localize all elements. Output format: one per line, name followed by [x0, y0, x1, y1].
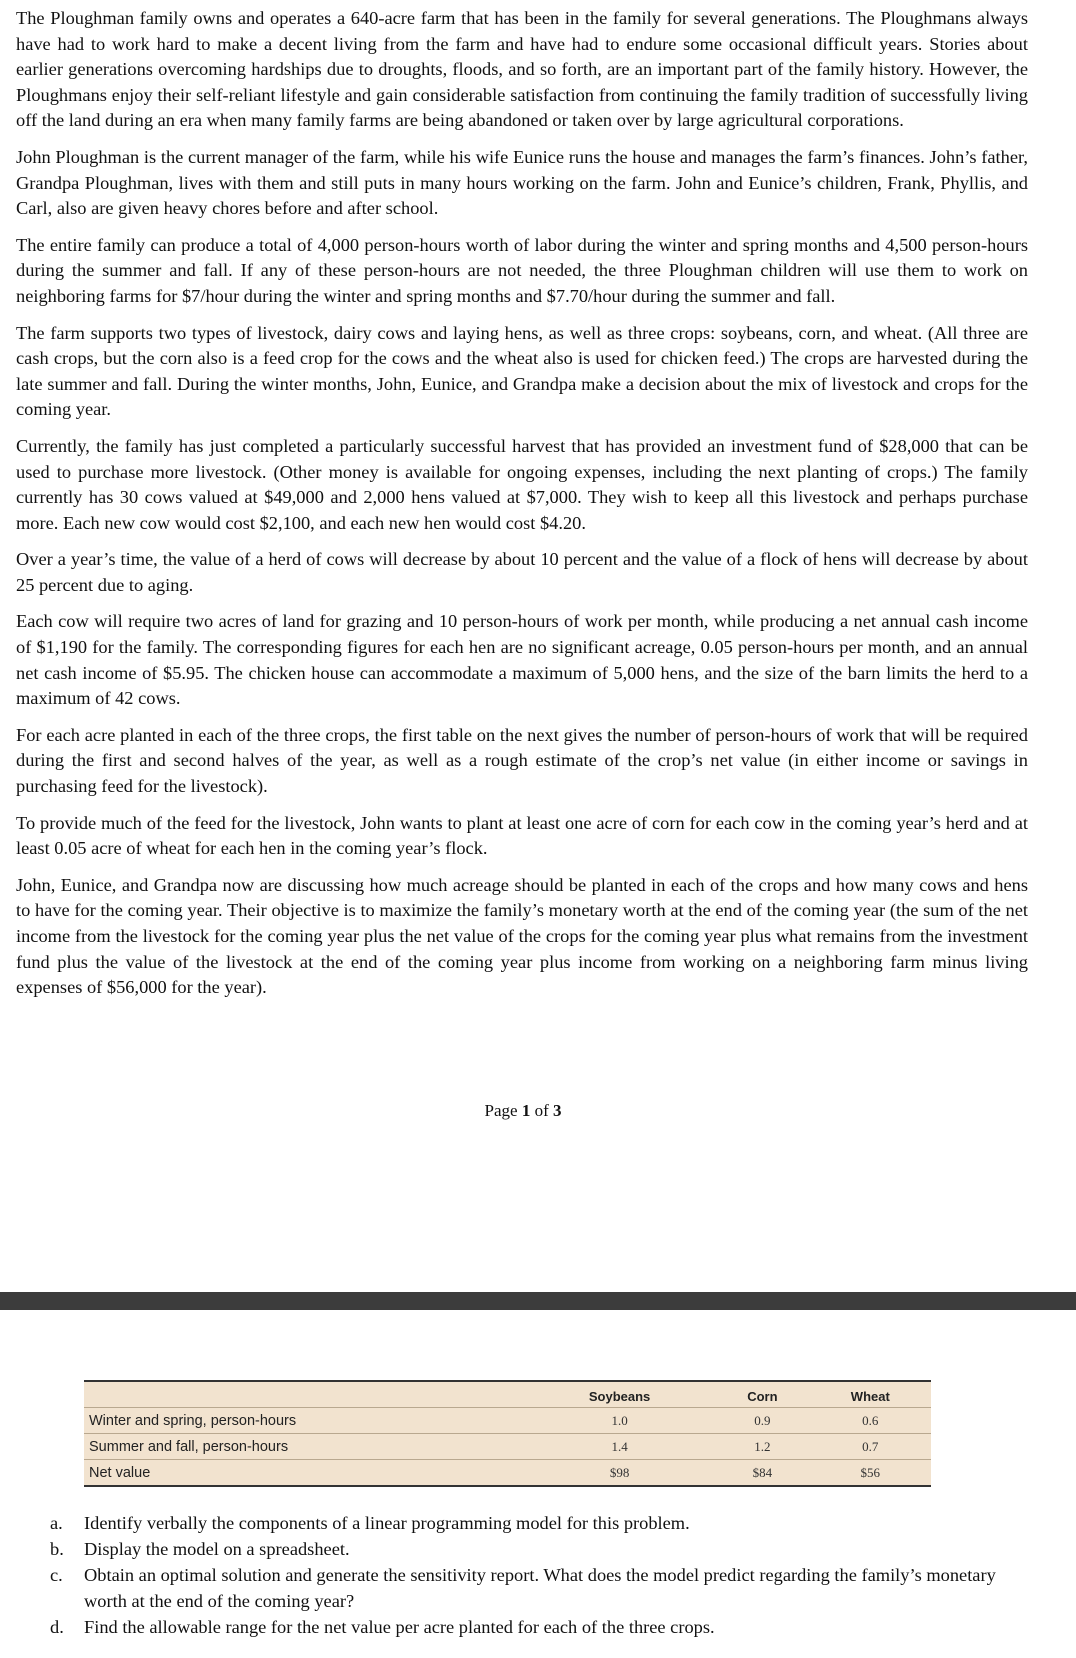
row-label: Net value [89, 1464, 151, 1481]
question-text: Identify verbally the components of a linear programming model for this problem. [84, 1513, 690, 1533]
list-item [50, 1510, 1030, 1536]
list-item [50, 1562, 1030, 1614]
paragraph-depreciation: Over a year’s time, the value of a herd of cows will decrease by about 10 percent and the value of a flock of hens will decrease by about 25 percent due to aging. [16, 549, 1028, 595]
question-text: Obtain an optimal solution and generate the sensitivity report. What does the model predict regarding the family’s monetary worth at the end of the coming year? [84, 1565, 996, 1611]
question-letter: c. [50, 1565, 63, 1585]
paragraph-crop-table-intro: For each acre planted in each of the three crops, the first table on the next gives the number of person-hours of work that will be required during the first and second halves of the year, as well as a rough estimate of the crop’s net value (in either income or savings in purchasing feed for the livestock). [16, 724, 1028, 797]
row-label: Winter and spring, person-hours [84, 1408, 524, 1434]
table-cell: $84 [752, 1464, 773, 1480]
table-cell: 1.4 [524, 1434, 715, 1460]
table-cell: $98 [609, 1464, 630, 1480]
table-header-row [84, 1381, 931, 1408]
list-item [50, 1614, 1030, 1640]
page-divider [0, 1292, 1076, 1310]
paragraph-intro: The Ploughman family owns and operates a 640-acre farm that has been in the family for several generations. The Ploughmans always have had to work hard to make a decent living from the farm and have had to endure some occasional difficult years. Stories about earlier generations overcoming hardships due to droughts, floods, and so forth, are an important part of the family history. However, the Ploughmans enjoy their self-reliant lifestyle and gain considerable satisfaction from continuing the family tradition of successfully living off the land during an era when many family farms are being abandoned or taken over by large agricultural corporations. [16, 8, 1028, 131]
list-item [50, 1536, 1030, 1562]
row-label: Summer and fall, person-hours [84, 1434, 524, 1460]
column-header-wheat: Wheat [810, 1381, 931, 1408]
table-cell: $56 [860, 1464, 881, 1480]
document-page-1 [16, 6, 1028, 1012]
column-header-corn: Corn [715, 1381, 809, 1408]
question-text: Display the model on a spreadsheet. [84, 1539, 350, 1559]
column-header-soybeans: Soybeans [524, 1381, 715, 1408]
table-cell: 0.9 [715, 1408, 809, 1434]
paragraph-investment-fund: Currently, the family has just completed a particularly successful harvest that has provided an investment fund of $28,000 that can be used to purchase more livestock. (Other money is available for ongoing expenses, including the next planting of crops.) The family currently has 30 cows valued at $49,000 and 2,000 hens valued at $7,000. They wish to keep all this livestock and perhaps purchase more. Each new cow would cost $2,100, and each new hen would cost $4.20. [16, 435, 1028, 533]
paragraph-feed-requirements: To provide much of the feed for the livestock, John wants to plant at least one acre of corn for each cow in the coming year’s herd and at least 0.05 acre of wheat for each hen in the coming year’s flock. [16, 812, 1028, 859]
page-number: Page 1 of 3 [484, 1101, 562, 1120]
table-row [84, 1434, 931, 1460]
paragraph-cow-hen-requirements: Each cow will require two acres of land for grazing and 10 person-hours of work per month, while producing a net annual cash income of $1,190 for the family. The corresponding figures for each hen are no significant acreage, 0.05 person-hours per month, and an annual net cash income of $5.95. The chicken house can accommodate a maximum of 5,000 hens, and the size of the barn limits the herd to a maximum of 42 cows. [16, 611, 1028, 709]
question-list [50, 1510, 1030, 1640]
question-letter: b. [50, 1539, 64, 1559]
crop-requirements-table [84, 1380, 931, 1487]
table-cell: 1.2 [715, 1434, 809, 1460]
table-row [84, 1460, 931, 1487]
table-cell: 0.6 [810, 1408, 931, 1434]
paragraph-objective: John, Eunice, and Grandpa now are discussing how much acreage should be planted in each of the crops and how many cows and hens to have for the coming year. Their objective is to maximize the family’s monetary worth at the end of the coming year (the sum of the net income from the livestock for the coming year plus the net value of the crops for the coming year plus what remains from the investment fund plus the value of the livestock at the end of the coming year plus income from working on a neighboring farm minus living expenses of $56,000 for the year). [16, 874, 1028, 998]
question-text: Find the allowable range for the net value per acre planted for each of the three crops. [84, 1617, 715, 1637]
paragraph-labor: The entire family can produce a total of 4,000 person-hours worth of labor during the winter and spring months and 4,500 person-hours during the summer and fall. If any of these person-hours are not needed, the three Ploughman children will use them to work on neighboring farms for $7/hour during the winter and spring months and $7.70/hour during the summer and fall. [16, 234, 1028, 306]
question-letter: a. [50, 1513, 63, 1533]
table-row [84, 1408, 931, 1434]
paragraph-family: John Ploughman is the current manager of the farm, while his wife Eunice runs the house and manages the farm’s finances. John’s father, Grandpa Ploughman, lives with them and still puts in many hours working on the farm. John and Eunice’s children, Frank, Phyllis, and Carl, also are given heavy chores before and after school. [16, 146, 1028, 219]
question-letter: d. [50, 1617, 64, 1637]
paragraph-livestock-crops: The farm supports two types of livestock, dairy cows and laying hens, as well as three crops: soybeans, corn, and wheat. (All three are cash crops, but the corn also is a feed crop for the cows and the wheat also is used for chicken feed.) The crops are harvested during the late summer and fall. During the winter months, John, Eunice, and Grandpa make a decision about the mix of livestock and crops for the coming year. [16, 322, 1028, 420]
table-cell: 1.0 [524, 1408, 715, 1434]
table-cell: 0.7 [810, 1434, 931, 1460]
